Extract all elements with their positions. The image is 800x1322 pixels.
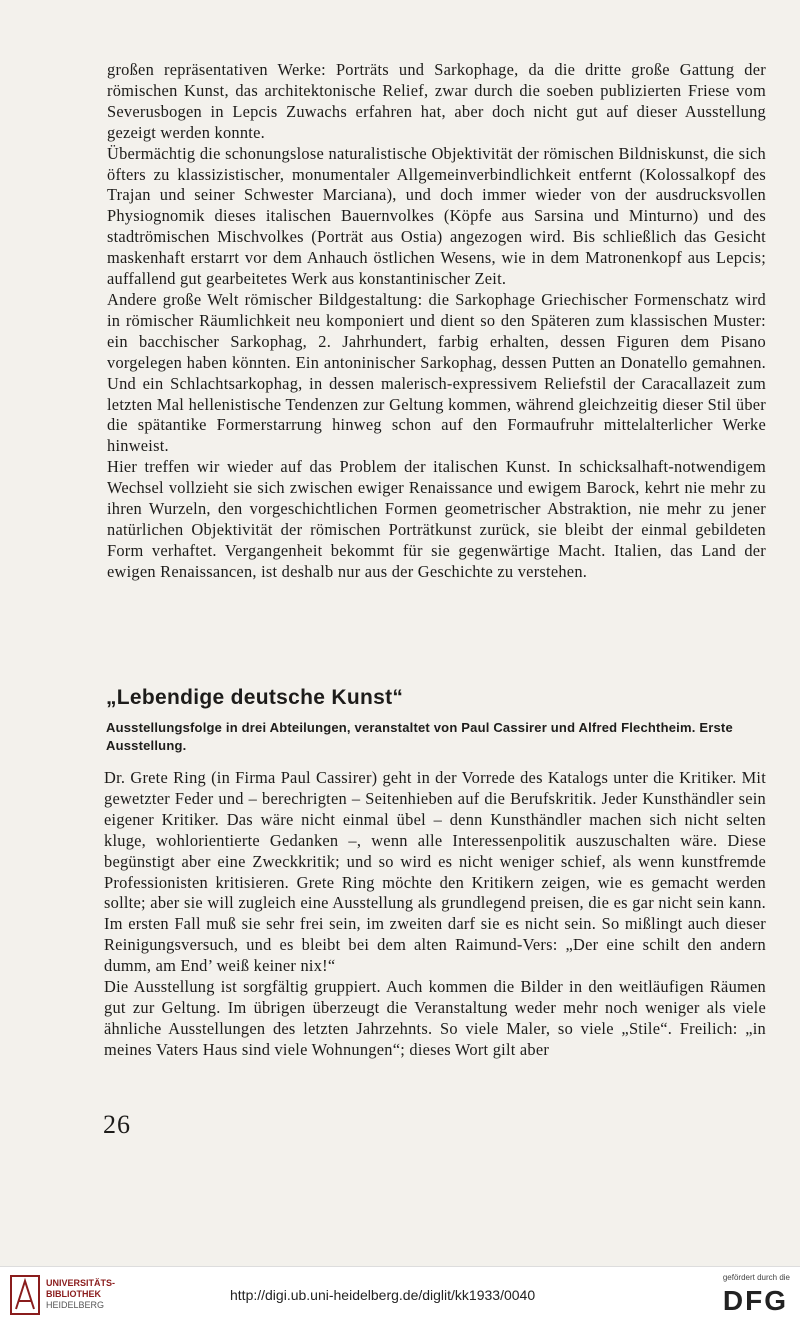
library-name[interactable]: [46, 1278, 115, 1311]
dfg-logo[interactable]: DFG: [722, 1285, 788, 1316]
paragraph: großen repräsentativen Werke: Porträts und Sarkophage, da die dritte große Gattung der römischen Kunst, das architektonische Relief, zwar durch die soeben publizierten Friese vom Severusbogen in Lepcis Zuwachs erfahren hat, aber doch nicht gut auf dieser Ausstellung gezeigt werden konnte.: [107, 60, 766, 142]
library-name-line: UNIVERSITÄTS-: [46, 1278, 116, 1288]
paragraph: Hier treffen wir wieder auf das Problem der italischen Kunst. In schicksalhaft-notwendigem Wechsel vollzieht sie sich zwischen ewiger Renaissance und ewigem Barock, kehrt nie mehr zu ihren Wurzeln, den vorgeschichtlichen Formen geometrischer Abstraktion, nie mehr zu jener natürlichen Objektivität der römischen Porträtkunst zurück, sie bleibt der einmal gebildeten Form verhaftet. Vergangenheit bekommt für sie gegenwärtige Macht. Italien, das Land der ewigen Renaissancen, ist deshalb nur aus der Geschichte zu verstehen.: [107, 457, 766, 581]
article-continuation: [107, 60, 766, 583]
article-body: [104, 768, 766, 1061]
article-subtitle: Ausstellungsfolge in drei Abteilungen, veranstaltet von Paul Cassirer und Alfred Flechtheim. Erste Ausstellung.: [106, 720, 733, 753]
funded-by-label: gefördert durch die: [722, 1273, 790, 1282]
paragraph: Andere große Welt römischer Bildgestaltung: die Sarkophage Griechischer Formenschatz wird in römischer Räumlichkeit neu komponiert und dient so den Späteren zum klassischen Muster: ein bacchischer Sarkophag, 2. Jahrhundert, farbig erhalten, dessen Figuren dem Pisano vorgelegen haben könnten. Ein antoninischer Sarkophag, dessen Putten an Donatello gemahnen. Und ein Schlachtsarkophag, in dessen malerisch-expressivem Reliefstil der Caracallazeit zum letzten Mal hellenistische Tendenzen zur Geltung kommen, während gleichzeitig dieser Stil über die spätantike Formerstarrung hinweg schon auf den Formaufruhr mittelalterlicher Werke hinweist.: [107, 289, 766, 456]
library-name-line: HEIDELBERG: [46, 1300, 105, 1310]
article-title: „Lebendige deutsche Kunst“: [106, 686, 404, 709]
university-library-logo-icon: [10, 1275, 40, 1315]
paragraph: Dr. Grete Ring (in Firma Paul Cassirer) geht in der Vorrede des Katalogs unter die Kritiker. Mit gewetzter Feder und – berechrigten – Seitenhieben auf die Berufskritik. Jeder Kunsthändler sein eigener Kritiker. Das wäre nicht einmal übel – denn Kunsthändler machen sich nicht selten kluge, wohlorientierte Gedanken –, wenn alle Interessenpolitik auszuschalten wäre. Diese begünstigt aber eine Zweckkritik; und so wird es nicht weniger schief, als wenn kunstfremde Professionisten kritisieren. Grete Ring möchte den Kritikern zeigen, wie es gemacht werden sollte; aber sie will zugleich eine Ausstellung als grundlegend preisen, die es gar nicht sein kann. Im ersten Fall muß sie sehr frei sein, im zweiten darf sie es nicht sein. So mißlingt auch dieser Reinigungsversuch, und es bleibt bei dem alten Raimund-Vers: „Der eine schilt den andern dumm, am End’ weiß keiner nix!“: [104, 768, 766, 976]
source-url-link[interactable]: http://digi.ub.uni-heidelberg.de/diglit/kk1933/0040: [230, 1287, 536, 1303]
library-name-line: BIBLIOTHEK: [46, 1289, 101, 1299]
paragraph: Übermächtig die schonungslose naturalistische Objektivität der römischen Bildniskunst, die sich öfters zu klassizistischer, monumentaler Allgemeinverbindlichkeit entfernt (Kolossalkopf des Trajan und seiner Schwester Marciana), und doch immer wieder von der ausdrucksvollen Physiognomik dieses italischen Bauernvolkes (Köpfe aus Sarsina und Minturno) und des stadtrömischen Mischvolkes (Porträt aus Ostia) angezogen wird. Bis schließlich das Gesicht maskenhaft erstarrt vor dem Anhauch östlichen Wesens, wie in dem Matronenkopf aus Lepcis; auffallend gut gearbeitetes Werk aus konstantinischer Zeit.: [107, 143, 766, 289]
footer-bar: [0, 1266, 800, 1322]
page-number: 26: [103, 1110, 131, 1139]
paragraph: Die Ausstellung ist sorgfältig gruppiert. Auch kommen die Bilder in den weitläufigen Räumen gut zur Geltung. Im übrigen überzeugt die Veranstaltung weder mehr noch weniger als viele ähnliche Ausstellungen des letzten Jahrzehnts. So viele Maler, so viele „Stile“. Freilich: „in meines Vaters Haus sind viele Wohnungen“; dieses Wort gilt aber: [104, 977, 766, 1059]
